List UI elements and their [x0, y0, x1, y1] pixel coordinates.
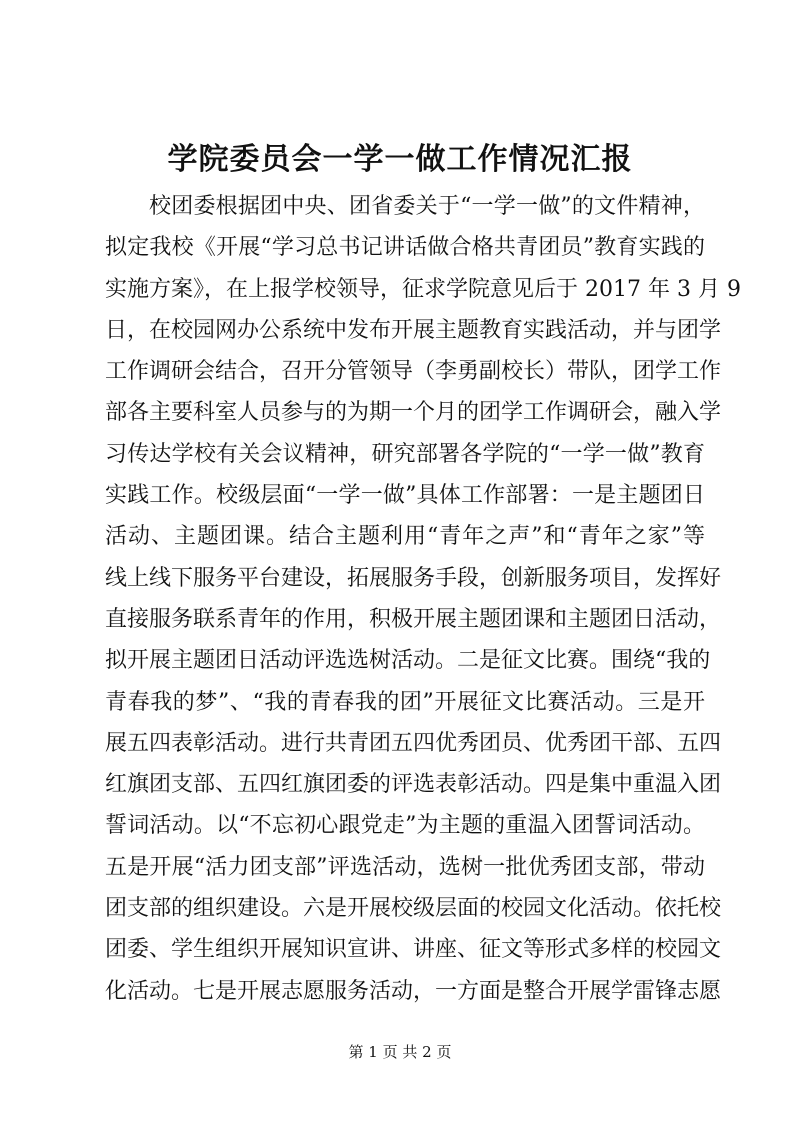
body-line: 团支部的组织建设。六是开展校级层面的校园文化活动。依托校	[105, 896, 722, 922]
body-line: 活动、主题团课。结合主题利用“青年之声”和“青年之家”等	[105, 524, 705, 550]
document-body	[105, 186, 741, 1012]
body-line: 习传达学校有关会议精神，研究部署各学院的“一学一做”教育	[105, 441, 705, 467]
page-number-footer: 第 1 页 共 2 页	[348, 1043, 452, 1061]
body-line: 直接服务联系青年的作用，积极开展主题团课和主题团日活动，	[105, 606, 722, 632]
body-line: 誓词活动。以“不忘初心跟党走”为主题的重温入团誓词活动。	[105, 813, 705, 839]
body-line: 工作调研会结合，召开分管领导（李勇副校长）带队，团学工作	[105, 359, 722, 385]
body-line: 青春我的梦”、“我的青春我的团”开展征文比赛活动。三是开	[105, 689, 705, 715]
body-line: 团委、学生组织开展知识宣讲、讲座、征文等形式多样的校园文	[105, 937, 722, 963]
body-line: 实践工作。校级层面“一学一做”具体工作部署：一是主题团日	[105, 483, 705, 509]
document-title: 学院委员会一学一做工作情况汇报	[167, 142, 633, 177]
body-line: 部各主要科室人员参与的为期一个月的团学工作调研会，融入学	[105, 400, 722, 426]
body-line: 日，在校园网办公系统中发布开展主题教育实践活动，并与团学	[105, 317, 722, 343]
body-line: 拟定我校《开展“学习总书记讲话做合格共青团员”教育实践的	[105, 235, 705, 261]
body-line: 红旗团支部、五四红旗团委的评选表彰活动。四是集中重温入团	[105, 772, 722, 798]
body-line: 展五四表彰活动。进行共青团五四优秀团员、优秀团干部、五四	[105, 730, 722, 756]
body-line: 化活动。七是开展志愿服务活动，一方面是整合开展学雷锋志愿	[105, 978, 722, 1004]
body-line: 实施方案》，在上报学校领导，征求学院意见后于 2017 年 3 月 9	[105, 276, 741, 302]
body-line: 线上线下服务平台建设，拓展服务手段，创新服务项目，发挥好	[105, 565, 722, 591]
body-line: 五是开展“活力团支部”评选活动，选树一批优秀团支部，带动	[105, 854, 705, 880]
body-line: 校团委根据团中央、团省委关于“一学一做”的文件精神，	[149, 194, 705, 219]
body-line: 拟开展主题团日活动评选选树活动。二是征文比赛。围绕“我的	[105, 648, 711, 674]
